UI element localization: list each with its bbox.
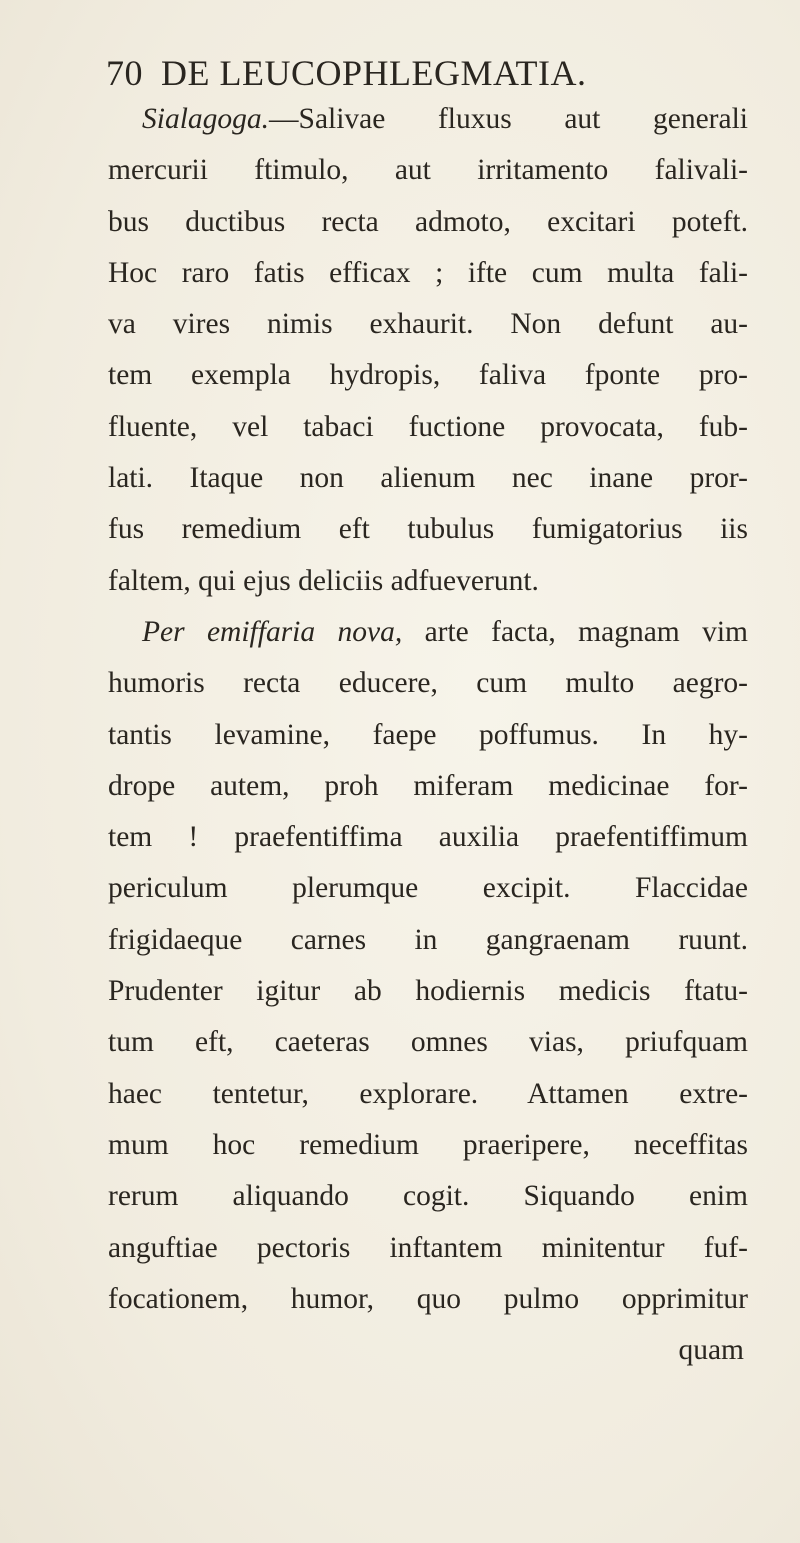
section-heading: Sialagoga. <box>142 103 270 135</box>
text-line <box>108 94 748 145</box>
text-line: fluente, vel tabaci fuctione provocata, fub- <box>108 410 748 443</box>
text-line: humoris recta educere, cum multo aegro- <box>108 667 748 700</box>
body-text <box>108 94 748 1376</box>
text-line: tem exempla hydropis, faliva fponte pro- <box>108 359 748 392</box>
page-number: 70 <box>106 53 143 93</box>
text-line: faltem, qui ejus deliciis adfueverunt. <box>108 564 539 597</box>
text-line <box>108 607 748 658</box>
text-line: tum eft, caeteras omnes vias, priufquam <box>108 1026 748 1059</box>
text-line: frigidaeque carnes in gangraenam ruunt. <box>108 923 748 956</box>
text-line: haec tentetur, explorare. Attamen extre- <box>108 1077 748 1110</box>
text-line: mum hoc remedium praeripere, neceffitas <box>108 1128 748 1161</box>
text-line: Prudenter igitur ab hodiernis medicis ftatu- <box>108 975 748 1008</box>
text-line: drope autem, proh miferam medicinae for- <box>108 769 748 802</box>
text-line: va vires nimis exhaurit. Non defunt au- <box>108 308 748 341</box>
text-line: mercurii ftimulo, aut irritamento falivali- <box>108 154 748 187</box>
section-heading: Per emiffaria nova, <box>142 615 403 648</box>
text-line: focationem, humor, quo pulmo opprimitur <box>108 1282 748 1315</box>
text-line: Hoc raro fatis efficax ; ifte cum multa fali- <box>108 256 748 289</box>
text-line: fus remedium eft tubulus fumigatorius iis <box>108 513 748 546</box>
running-title: DE LEUCOPHLEGMATIA. <box>161 53 587 93</box>
line-text: arte facta, magnam vim <box>402 615 748 648</box>
text-line: tem ! praefentiffima auxilia praefentiffimum <box>108 821 748 854</box>
text-line: bus ductibus recta admoto, excitari poteft. <box>108 205 748 238</box>
text-line: anguftiae pectoris inftantem minitentur fuf- <box>108 1231 748 1264</box>
text-line: lati. Itaque non alienum nec inane pror- <box>108 462 748 495</box>
text-line: tantis levamine, faepe poffumus. In hy- <box>108 718 748 751</box>
catchword: quam <box>678 1334 744 1367</box>
line-text: —Salivae fluxus aut generali <box>269 103 748 135</box>
text-line: periculum plerumque excipit. Flaccidae <box>108 872 748 905</box>
text-line: rerum aliquando cogit. Siquando enim <box>108 1180 748 1213</box>
